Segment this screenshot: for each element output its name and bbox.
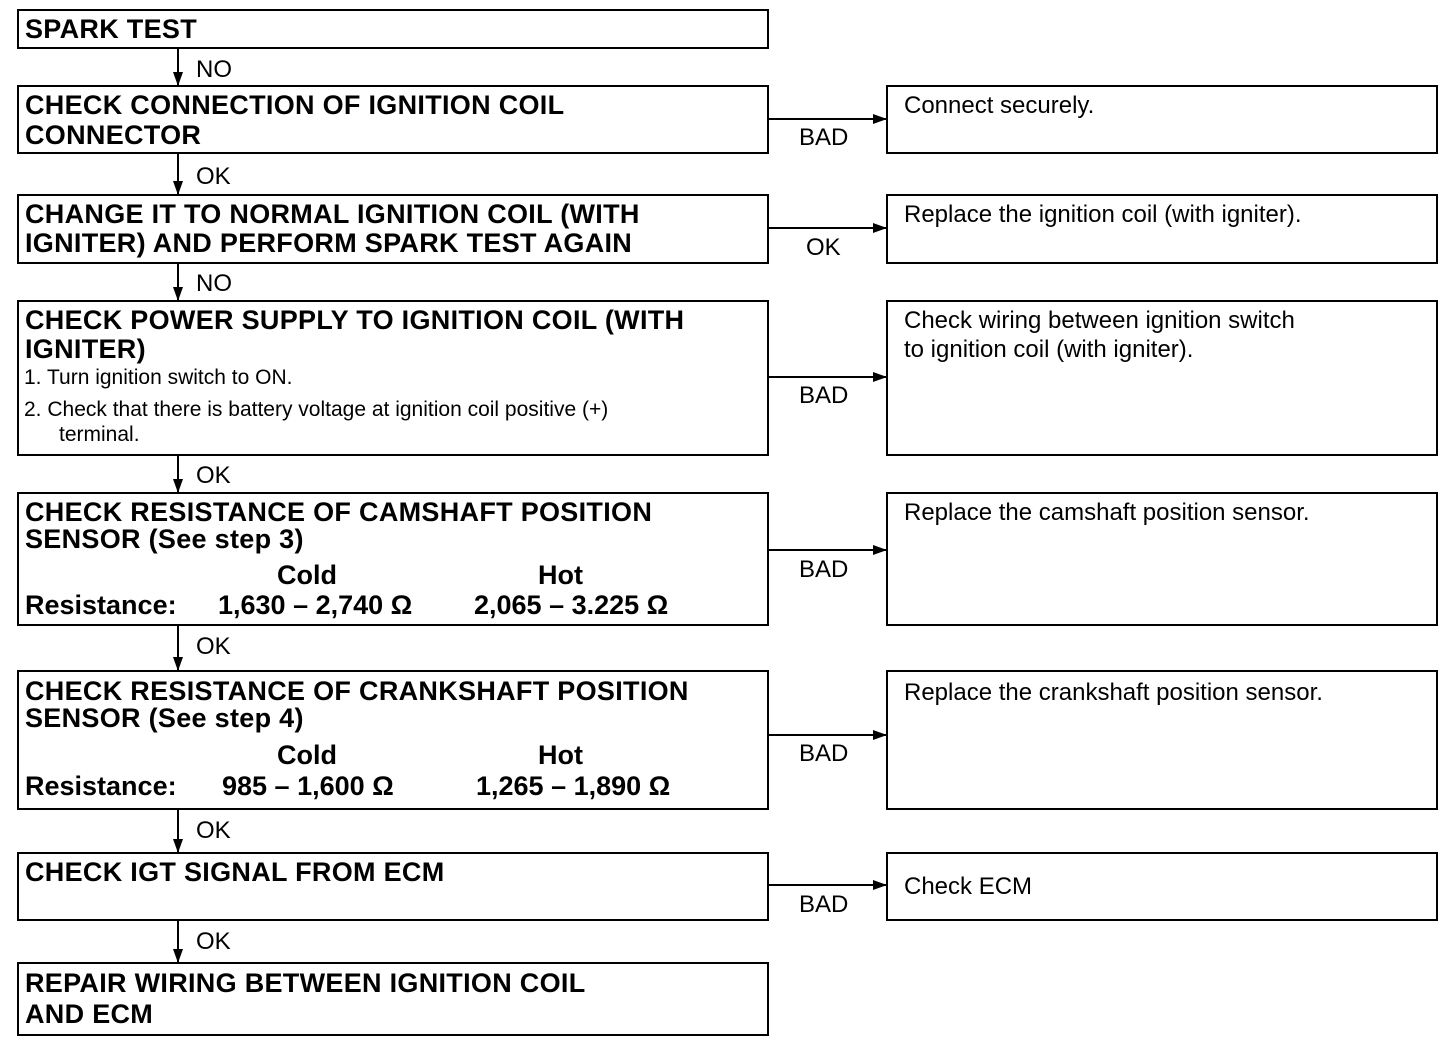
hot-header: Hot xyxy=(538,740,583,770)
right-label-2: OK xyxy=(806,234,841,261)
cold-resistance-value: 1,630 – 2,740 Ω xyxy=(218,590,413,620)
step-title-line-2: IGNITER) AND PERFORM SPARK TEST AGAIN xyxy=(25,228,633,258)
down-label-3: NO xyxy=(196,270,232,297)
action-replace-camshaft-sensor xyxy=(886,492,1438,626)
step-check-camshaft-sensor xyxy=(17,492,769,626)
down-label-7: OK xyxy=(196,928,231,955)
action-text: Check ECM xyxy=(904,873,1033,900)
step-title-line-2: AND ECM xyxy=(25,999,154,1029)
step-title-line-2: SENSOR (See step 3) xyxy=(25,524,304,554)
down-label-1: NO xyxy=(196,56,232,83)
down-label-5: OK xyxy=(196,633,231,660)
cold-header: Cold xyxy=(277,740,337,770)
step-title-line-1: CHECK CONNECTION OF IGNITION COIL xyxy=(25,90,565,120)
action-replace-ignition-coil xyxy=(886,194,1438,264)
down-label-2: OK xyxy=(196,163,231,190)
action-text: Connect securely. xyxy=(904,92,1095,119)
action-check-ecm xyxy=(886,852,1438,921)
action-text: Replace the ignition coil (with igniter). xyxy=(904,201,1302,228)
cold-header: Cold xyxy=(277,560,337,590)
step-title-line-1: REPAIR WIRING BETWEEN IGNITION COIL xyxy=(25,968,586,998)
hot-resistance-value: 2,065 – 3.225 Ω xyxy=(474,590,669,620)
right-label-3: BAD xyxy=(799,382,849,409)
step-check-crankshaft-sensor xyxy=(17,670,769,810)
step-title-line-1: CHECK POWER SUPPLY TO IGNITION COIL (WITH xyxy=(25,305,685,335)
hot-header: Hot xyxy=(538,560,583,590)
step-note-3: terminal. xyxy=(59,423,140,446)
step-title-line-2: IGNITER) xyxy=(25,334,146,364)
hot-resistance-value: 1,265 – 1,890 Ω xyxy=(476,771,671,801)
step-change-coil xyxy=(17,194,769,264)
step-note-2: 2. Check that there is battery voltage at ignition coil positive (+) xyxy=(24,398,609,421)
step-spark-test xyxy=(17,9,769,49)
resistance-label: Resistance: xyxy=(25,590,177,620)
step-title: CHECK IGT SIGNAL FROM ECM xyxy=(25,857,445,887)
step-title-line-2: SENSOR (See step 4) xyxy=(25,703,304,733)
action-text-line-2: to ignition coil (with igniter). xyxy=(904,336,1194,363)
step-title-line-1: CHECK RESISTANCE OF CAMSHAFT POSITION xyxy=(25,497,653,527)
down-label-4: OK xyxy=(196,462,231,489)
step-repair-wiring xyxy=(17,962,769,1036)
down-label-6: OK xyxy=(196,817,231,844)
step-check-connection xyxy=(17,85,769,154)
right-label-6: BAD xyxy=(799,891,849,918)
right-label-4: BAD xyxy=(799,556,849,583)
step-title-line-1: CHANGE IT TO NORMAL IGNITION COIL (WITH xyxy=(25,199,640,229)
step-check-power-supply xyxy=(17,300,769,456)
resistance-label: Resistance: xyxy=(25,771,177,801)
step-title: SPARK TEST xyxy=(25,14,198,44)
action-text: Replace the crankshaft position sensor. xyxy=(904,679,1323,706)
action-check-wiring xyxy=(886,300,1438,456)
action-text: Replace the camshaft position sensor. xyxy=(904,499,1310,526)
action-text-line-1: Check wiring between ignition switch xyxy=(904,307,1295,334)
step-title-line-2: CONNECTOR xyxy=(25,120,202,150)
step-note-1: 1. Turn ignition switch to ON. xyxy=(24,366,293,389)
right-label-1: BAD xyxy=(799,124,849,151)
cold-resistance-value: 985 – 1,600 Ω xyxy=(222,771,394,801)
action-connect-securely xyxy=(886,85,1438,154)
action-replace-crankshaft-sensor xyxy=(886,670,1438,810)
right-label-5: BAD xyxy=(799,740,849,767)
step-check-igt-signal xyxy=(17,852,769,921)
step-title-line-1: CHECK RESISTANCE OF CRANKSHAFT POSITION xyxy=(25,676,689,706)
